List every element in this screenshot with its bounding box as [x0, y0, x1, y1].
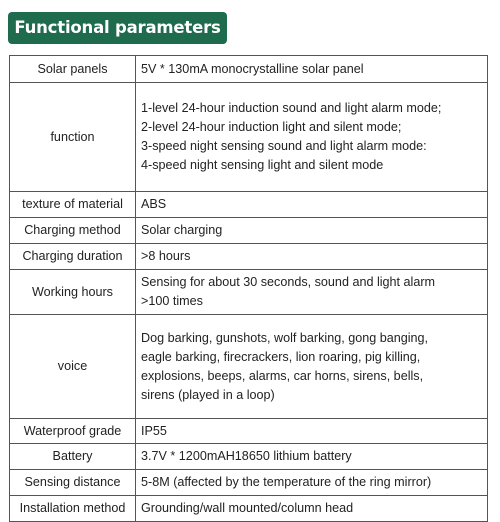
param-value	[136, 470, 488, 496]
param-value	[136, 244, 488, 270]
value-line: 5-8M (affected by the temperature of the ring mirror)	[141, 475, 432, 489]
param-value	[136, 444, 488, 470]
param-label: Waterproof grade	[10, 419, 136, 444]
param-label: Solar panels	[10, 56, 136, 83]
value-line: Grounding/wall mounted/column head	[141, 501, 354, 515]
param-value	[136, 83, 488, 192]
param-label: Charging method	[10, 218, 136, 244]
table-row	[10, 419, 488, 444]
param-label: voice	[10, 315, 136, 419]
table-row	[10, 192, 488, 218]
value-line: Sensing for about 30 seconds, sound and light alarm	[141, 275, 436, 289]
value-line: 2-level 24-hour induction light and silent mode;	[141, 120, 402, 134]
value-line: Dog barking, gunshots, wolf barking, gong banging,	[141, 330, 429, 345]
value-line: >8 hours	[141, 249, 191, 263]
value-line: 1-level 24-hour induction sound and light alarm mode;	[141, 101, 442, 115]
value-line: 3.7V * 1200mAH18650 lithium battery	[141, 449, 352, 463]
parameters-table	[9, 55, 488, 522]
value-line: explosions, beeps, alarms, car horns, sirens, bells,	[141, 368, 424, 383]
param-value	[136, 270, 488, 315]
param-value	[136, 496, 488, 522]
param-label: function	[10, 83, 136, 192]
table-row	[10, 83, 488, 192]
value-line: >100 times	[141, 294, 203, 308]
table-row	[10, 56, 488, 83]
value-line: eagle barking, firecrackers, lion roaring, pig killing,	[141, 349, 421, 364]
param-label: texture of material	[10, 192, 136, 218]
value-line: IP55	[141, 423, 167, 438]
table-row	[10, 315, 488, 419]
param-label: Installation method	[10, 496, 136, 522]
param-label: Working hours	[10, 270, 136, 315]
value-line: 4-speed night sensing light and silent mode	[141, 158, 384, 172]
table-row	[10, 270, 488, 315]
value-line: 5V * 130mA monocrystalline solar panel	[141, 61, 364, 76]
param-label: Sensing distance	[10, 470, 136, 496]
page-title: Functional parameters	[8, 12, 227, 44]
param-label: Charging duration	[10, 244, 136, 270]
param-label: Battery	[10, 444, 136, 470]
value-line: sirens (played in a loop)	[141, 387, 275, 402]
value-line: ABS	[141, 197, 167, 211]
table-row	[10, 444, 488, 470]
table-row	[10, 496, 488, 522]
param-value	[136, 56, 488, 83]
table-row	[10, 244, 488, 270]
param-value	[136, 315, 488, 419]
param-value	[136, 218, 488, 244]
value-line: Solar charging	[141, 223, 223, 237]
table-row	[10, 218, 488, 244]
param-value	[136, 419, 488, 444]
param-value	[136, 192, 488, 218]
value-line: 3-speed night sensing sound and light alarm mode:	[141, 139, 427, 153]
table-row	[10, 470, 488, 496]
